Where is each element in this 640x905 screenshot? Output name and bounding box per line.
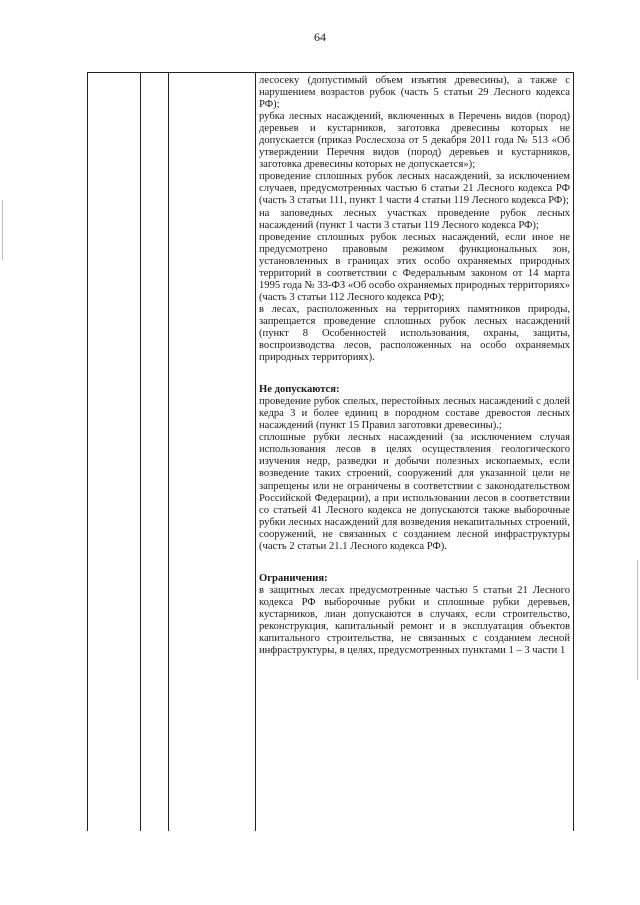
scan-edge-mark [2,200,3,260]
section-heading: Ограничения: [259,572,328,584]
paragraph: лесосеку (допустимый объем изъятия древесины), а также с нарушением возрастов рубок (часть 5 статьи 29 Лесного кодекса РФ); [259,75,570,111]
scan-edge-mark [637,560,638,680]
column-divider [140,73,141,831]
paragraph: в защитных лесах предусмотренные частью 5 статьи 21 Лесного кодекса РФ выборочные рубки и сплошные рубки деревьев, кустарников, лиан допускаются в случаях, если строительство, реконструкция, капитальный ремонт и в эксплуатация объектов капитального строительства, не связанных с созданием лесной инфраструктуры, в целях, предусмотренных пунктами 1 – 3 части 1 [259,584,570,657]
section-gap [259,364,570,384]
main-section [259,75,570,364]
restrictions-section [259,573,570,657]
page-number: 64 [314,30,326,44]
paragraph: сплошные рубки лесных насаждений (за исключением случая использования лесов в целях осуществления геологического изучения недр, разведки и добычи полезных ископаемых, если возведение таких строений, сооружений для указанной цели не запрещены или не ограничены в соответствии с законодательством Российской Федерации), а при использовании лесов в соответствии со статьей 41 Лесного кодекса не допускаются также выборочные рубки лесных насаждений для возведения некапитальных строений, сооружений, не связанных с созданием лесной инфраструктуры (часть 2 статьи 21.1 Лесного кодекса РФ). [259,432,570,552]
text-column [259,75,570,657]
paragraph: проведение сплошных рубок лесных насаждений, за исключением случаев, предусмотренных частью 6 статьи 21 Лесного кодекса РФ (часть 3 статьи 111, пункт 1 части 4 статьи 119 Лесного кодекса РФ); [259,171,570,207]
paragraph: рубка лесных насаждений, включенных в Перечень видов (пород) деревьев и кустарников, заготовка древесины которых не допускается (приказ Рослесхоза от 5 декабря 2011 года № 513 «Об утверждении Перечня видов (пород) деревьев и кустарников, заготовка древесины которых не допускается»); [259,111,570,171]
column-divider [168,73,169,831]
section-gap [259,553,570,573]
paragraph: в лесах, расположенных на территориях памятников природы, запрещается проведение сплошных рубок лесных насаждений (пункт 8 Особенностей использования, охраны, защиты, воспроизводства лесов, расположенных на особо охраняемых природных территориях). [259,303,570,364]
paragraph: проведение рубок спелых, перестойных лесных насаждений с долей кедра 3 и более единиц в породном составе древостоя лесных насаждений (пункт 15 Правил заготовки древесины).; [259,396,570,432]
not-allowed-section [259,384,570,553]
section-heading: Не допускаются: [259,384,340,396]
document-table [87,72,574,831]
paragraph: проведение сплошных рубок лесных насаждений, если иное не предусмотрено правовым режимом функциональных зон, установленных в границах этих особо охраняемых природных территорий в соответствии с Федеральным законом от 14 марта 1995 года № 33-ФЗ «Об особо охраняемых природных территориях» (часть 3 статьи 112 Лесного кодекса РФ); [259,231,570,303]
column-divider [255,73,256,831]
paragraph: на заповедных лесных участках проведение рубок лесных насаждений (пункт 1 части 3 статьи 119 Лесного кодекса РФ); [259,207,570,231]
